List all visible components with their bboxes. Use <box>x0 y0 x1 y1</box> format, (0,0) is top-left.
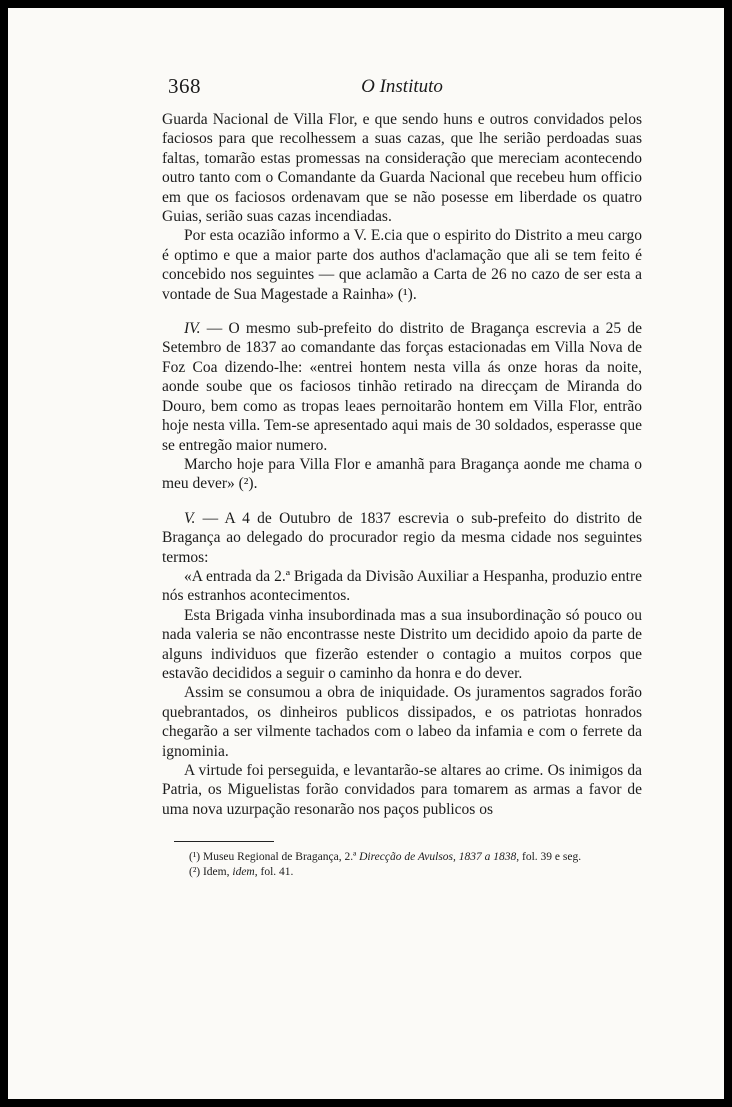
paragraph-2: Por esta ocazião informo a V. E.cia que o espirito do Distrito a meu cargo é optimo e que a maior parte dos authos d'aclamação que ali se tem feito é concebido nos seguintes — que aclamão a Carta de 26 no cazo de ser esta a vontade de Sua Magestade a Rainha» (¹). <box>162 227 642 303</box>
section-iv-text: — O mesmo sub-prefeito do distrito de Bragança escrevia a 25 de Setembro de 1837 ao comandante das forças estacionadas em Villa Nova de Foz Coa dizendo-lhe: «entrei hontem nesta villa ás onze horas da noite, aonde soube que os faciosos tinhão retirado na direcçam de Miranda do Douro, bem como as tropas leaes pernoitarão hontem em Villa Flor, entrão hoje nesta villa. Tem-se apresentado aqui mais de 30 soldados, esperasse que se entregão maior numero. <box>162 320 642 454</box>
footnote-2 <box>162 865 642 880</box>
footnote-2-source: idem <box>232 866 255 879</box>
footnote-1-source: Direcção de Avulsos, 1837 a 1838 <box>359 851 517 864</box>
section-v <box>162 509 642 567</box>
running-head <box>162 74 642 110</box>
page-number: 368 <box>168 74 201 98</box>
footnote-1-suffix: , fol. 39 e seg. <box>516 851 582 864</box>
footnote-1 <box>162 850 642 865</box>
section-v-text: — A 4 de Outubro de 1837 escrevia o sub-prefeito do distrito de Bragança ao delegado do procurador regio da mesma cidade nos seguintes termos: <box>162 509 642 566</box>
footnote-1-prefix: (¹) Museu Regional de Bragança, 2.ª <box>189 851 360 864</box>
paragraph-9: A virtude foi perseguida, e levantarão-se altares ao crime. Os inimigos da Patria, os Miguelistas forão convidados para tomarem as armas a favor de uma nova uzurpação resonarão nos paços publicos os <box>162 762 642 818</box>
journal-title: O Instituto <box>361 76 443 97</box>
paragraph-1: Guarda Nacional de Villa Flor, e que sendo huns e outros convidados pelos faciosos para que recolhessem a suas cazas, que lhe serião perdoadas suas faltas, tomarão estas promessas na consideração que mereciam acontecendo outro tanto com o Comandante da Guarda Nacional que recebeu hum officio em que os faciosos ordenavam que se não posesse em liberdade os quatro Guias, serião suas cazas incendiadas. <box>162 111 642 226</box>
footnotes <box>162 850 642 880</box>
scanned-page <box>8 8 724 1099</box>
footnote-2-prefix: (²) Idem, <box>189 866 233 879</box>
body-text <box>162 110 642 819</box>
page-content <box>162 74 642 880</box>
paragraph-6: «A entrada da 2.ª Brigada da Divisão Auxiliar a Hespanha, produzio entre nós estranhos acontecimentos. <box>162 567 642 605</box>
footnote-2-suffix: , fol. 41. <box>254 866 294 879</box>
paragraph-7: Esta Brigada vinha insubordinada mas a sua insubordinação só pouco ou nada valeria se não encontrasse neste Distrito um decidido apoio da parte de alguns individuos que fizerão estender o contagio a muitos corpos que estavão decididos a seguir o caminho da honra e do dever. <box>162 606 642 682</box>
footnote-divider <box>174 841 274 842</box>
paragraph-8: Assim se consumou a obra de iniquidade. Os juramentos sagrados forão quebrantados, os dinheiros publicos dissipados, e os patriotas honrados chegarão a ser vilmente tachados com o labeo da infamia e com o ferrete da ignominia. <box>162 684 642 760</box>
section-iv-label: IV. <box>184 320 201 338</box>
paragraph-4: Marcho hoje para Villa Flor e amanhã para Bragança aonde me chama o meu dever» (²). <box>162 455 642 493</box>
section-iv <box>162 319 642 455</box>
section-v-label: V. <box>184 509 196 527</box>
